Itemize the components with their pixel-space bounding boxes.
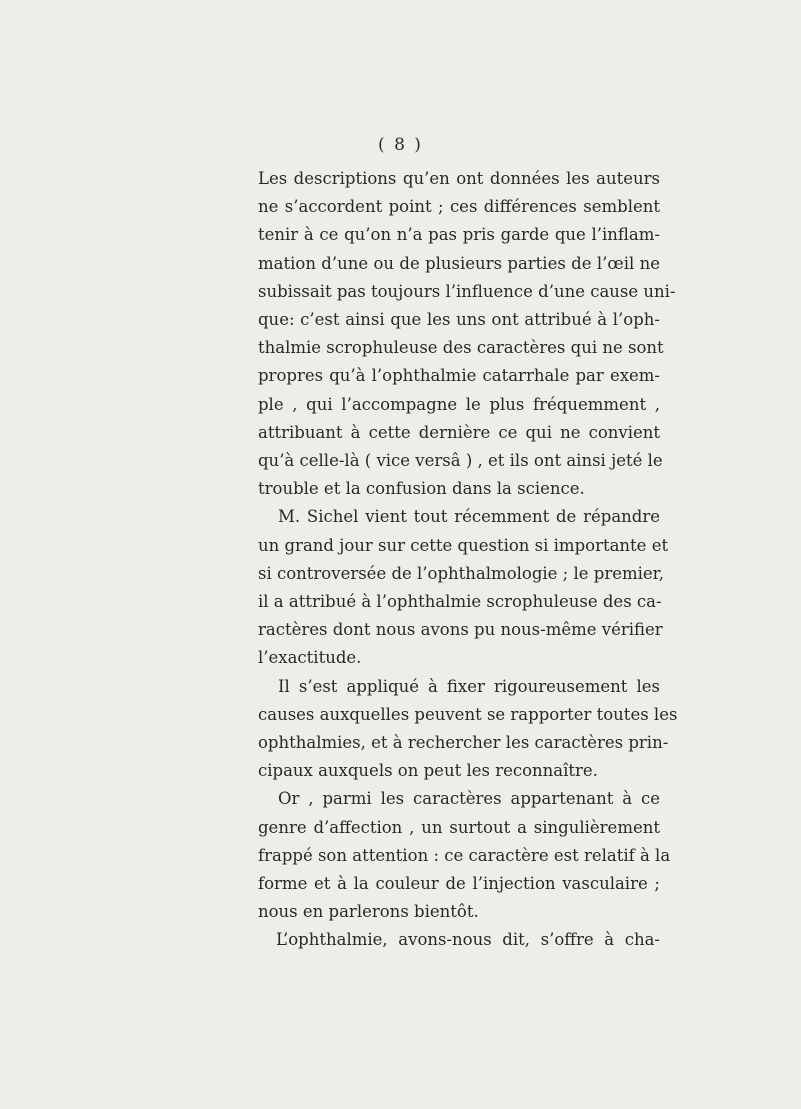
text-line: tenir à ce qu’on n’a pas pris garde que l’inflam- bbox=[258, 225, 660, 245]
text-line: que: c’est ainsi que les uns ont attribué à l’oph- bbox=[258, 310, 660, 330]
text-line: propres qu’à l’ophthalmie catarrhale par exem- bbox=[258, 366, 660, 386]
text-line: l’exactitude. bbox=[258, 648, 362, 668]
text-line: mation d’une ou de plusieurs parties de l’œil ne bbox=[258, 253, 660, 273]
body-text bbox=[258, 165, 678, 955]
text-line: L’ophthalmie, avons-nous dit, s’offre à cha- bbox=[276, 930, 660, 950]
paragraph bbox=[258, 926, 660, 954]
text-line: ne s’accordent point ; ces différences semblent bbox=[258, 197, 660, 217]
text-line: Il s’est appliqué à fixer rigoureusement les bbox=[278, 676, 660, 696]
text-line: thalmie scrophuleuse des caractères qui ne sont bbox=[258, 338, 664, 358]
text-line: frappé son attention : ce caractère est relatif à la bbox=[258, 845, 671, 865]
paragraph bbox=[258, 503, 669, 672]
text-line: subissait pas toujours l’influence d’une cause uni- bbox=[258, 281, 676, 301]
text-line: ractères dont nous avons pu nous-même vérifier bbox=[258, 620, 663, 640]
text-line: ple , qui l’accompagne le plus fréquemment , bbox=[258, 394, 660, 414]
page-number: ( 8 ) bbox=[378, 135, 423, 155]
text-line: forme et à la couleur de l’injection vasculaire ; bbox=[258, 874, 660, 894]
text-line: M. Sichel vient tout récemment de répandre bbox=[278, 507, 660, 527]
text-line: nous en parlerons bientôt. bbox=[258, 902, 479, 922]
text-line: attribuant à cette dernière ce qui ne convient bbox=[258, 422, 660, 442]
text-line: Les descriptions qu’en ont données les auteurs bbox=[258, 169, 660, 188]
text-line: causes auxquelles peuvent se rapporter toutes les bbox=[258, 704, 678, 724]
text-line: qu’à celle-là ( vice versâ ) , et ils ont ainsi jeté le bbox=[258, 451, 663, 471]
paragraph bbox=[258, 673, 678, 786]
text-line: il a attribué à l’ophthalmie scrophuleuse des ca- bbox=[258, 592, 662, 612]
text-line: un grand jour sur cette question si importante et bbox=[258, 535, 669, 555]
text-line: ophthalmies, et à rechercher les caractères prin- bbox=[258, 733, 669, 753]
text-line: genre d’affection , un surtout a singulièrement bbox=[258, 817, 660, 837]
text-line: cipaux auxquels on peut les reconnaître. bbox=[258, 761, 598, 781]
text-line: si controversée de l’ophthalmologie ; le premier, bbox=[258, 563, 664, 583]
paragraph bbox=[258, 165, 676, 503]
text-line: Or , parmi les caractères appartenant à ce bbox=[278, 789, 660, 809]
text-line: trouble et la confusion dans la science. bbox=[258, 479, 585, 499]
paragraph bbox=[258, 785, 671, 926]
